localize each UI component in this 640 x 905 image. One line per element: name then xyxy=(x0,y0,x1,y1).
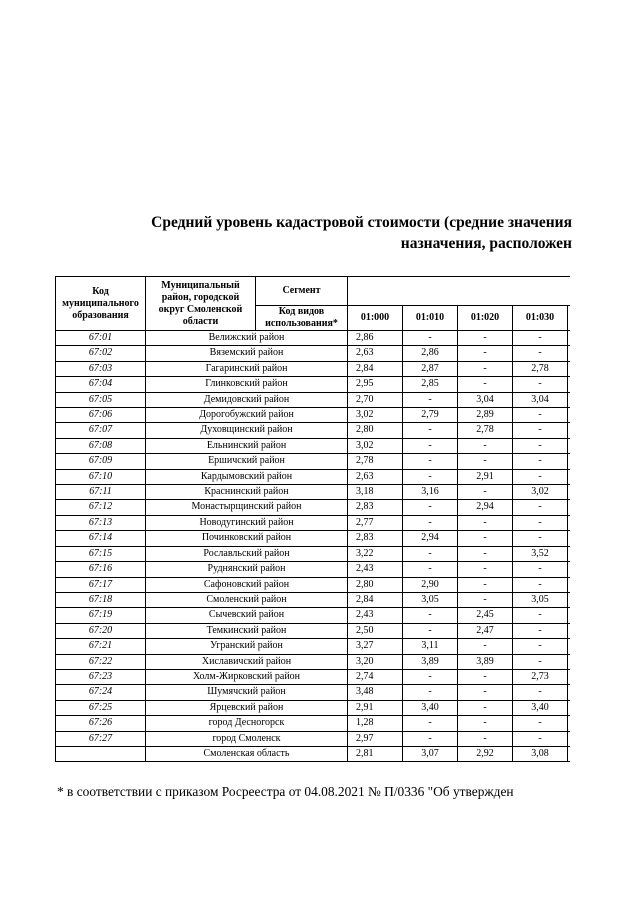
table-row xyxy=(56,577,571,592)
table-viewport xyxy=(55,276,570,766)
cell-district-name: Велижский район xyxy=(146,331,348,346)
cell-value: 2,78 xyxy=(458,423,513,438)
cell-value: - xyxy=(403,562,458,577)
cell-value: - xyxy=(458,331,513,346)
cell-value: - xyxy=(458,515,513,530)
cell-district-name: Руднянский район xyxy=(146,562,348,577)
cell-value: 3,08 xyxy=(513,746,568,761)
cell-code: 67:22 xyxy=(56,654,146,669)
cell-code: 67:01 xyxy=(56,331,146,346)
cell-value: - xyxy=(513,577,568,592)
cell-value: 2,92 xyxy=(458,746,513,761)
cell-code xyxy=(56,746,146,761)
cell-next-column xyxy=(568,577,571,592)
cell-value: 3,11 xyxy=(403,639,458,654)
table-row xyxy=(56,639,571,654)
table-row xyxy=(56,377,571,392)
table-body xyxy=(56,331,571,762)
cell-value: - xyxy=(403,608,458,623)
table-row xyxy=(56,562,571,577)
table-row xyxy=(56,361,571,376)
table-row xyxy=(56,531,571,546)
table-row xyxy=(56,685,571,700)
cell-next-column xyxy=(568,500,571,515)
cell-value: - xyxy=(403,731,458,746)
cell-value: 2,47 xyxy=(458,623,513,638)
cell-value: - xyxy=(403,331,458,346)
cell-next-column xyxy=(568,469,571,484)
cell-value: - xyxy=(458,639,513,654)
table-row xyxy=(56,716,571,731)
cell-value: 3,02 xyxy=(348,408,403,423)
footnote: * в соответствии с приказом Росреестра от 04.08.2021 № П/0336 "Об утвержден xyxy=(57,784,514,799)
cell-district-name: Демидовский район xyxy=(146,392,348,407)
cell-value: 3,02 xyxy=(513,485,568,500)
table-row xyxy=(56,731,571,746)
cell-value: 2,81 xyxy=(348,746,403,761)
cell-district-name: город Смоленск xyxy=(146,731,348,746)
cell-next-column xyxy=(568,408,571,423)
cell-next-column xyxy=(568,485,571,500)
cell-code: 67:02 xyxy=(56,346,146,361)
cell-value: - xyxy=(458,346,513,361)
cell-value: 2,84 xyxy=(348,592,403,607)
cell-next-column xyxy=(568,669,571,684)
cell-code: 67:04 xyxy=(56,377,146,392)
cell-value: 3,16 xyxy=(403,485,458,500)
cell-value: 3,18 xyxy=(348,485,403,500)
cell-value: 2,80 xyxy=(348,577,403,592)
table-row xyxy=(56,700,571,715)
cell-value: - xyxy=(458,562,513,577)
cell-value: 2,91 xyxy=(458,469,513,484)
table-row xyxy=(56,408,571,423)
cell-value: - xyxy=(458,438,513,453)
cell-next-column xyxy=(568,346,571,361)
cell-value: - xyxy=(458,592,513,607)
cell-value: 2,77 xyxy=(348,515,403,530)
cell-value: 2,63 xyxy=(348,346,403,361)
cell-value: - xyxy=(513,623,568,638)
cell-value: 2,79 xyxy=(403,408,458,423)
cell-value: - xyxy=(403,454,458,469)
cell-district-name: Монастырщинский район xyxy=(146,500,348,515)
cell-value: - xyxy=(458,700,513,715)
cell-code: 67:18 xyxy=(56,592,146,607)
cell-value: - xyxy=(403,423,458,438)
cell-value: 2,50 xyxy=(348,623,403,638)
cell-value: 2,97 xyxy=(348,731,403,746)
cell-value: - xyxy=(403,392,458,407)
cell-value: - xyxy=(513,515,568,530)
cell-code: 67:26 xyxy=(56,716,146,731)
cell-value: - xyxy=(403,716,458,731)
cell-district-name: город Десногорск xyxy=(146,716,348,731)
cell-value: 2,80 xyxy=(348,423,403,438)
cell-value: 3,89 xyxy=(403,654,458,669)
header-col-01020: 01:020 xyxy=(458,306,513,331)
cell-district-name: Холм-Жирковский район xyxy=(146,669,348,684)
cell-value: - xyxy=(458,546,513,561)
cell-next-column xyxy=(568,454,571,469)
cell-value: - xyxy=(513,331,568,346)
cell-value: 2,70 xyxy=(348,392,403,407)
header-district: Муниципальный район, городской округ Смоленской области xyxy=(146,277,256,331)
cell-district-name: Вяземский район xyxy=(146,346,348,361)
header-usage-code: Код видов использования* xyxy=(256,306,348,331)
table-row xyxy=(56,515,571,530)
cell-district-name: Ельнинский район xyxy=(146,438,348,453)
document-title-line-2: назначения, расположен xyxy=(400,235,572,252)
cell-value: 3,02 xyxy=(348,438,403,453)
cell-value: - xyxy=(403,546,458,561)
cell-next-column xyxy=(568,731,571,746)
cell-value: 3,04 xyxy=(458,392,513,407)
cell-value: - xyxy=(458,454,513,469)
cell-next-column xyxy=(568,331,571,346)
cell-code: 67:05 xyxy=(56,392,146,407)
cell-district-name: Дорогобужский район xyxy=(146,408,348,423)
cell-value: 3,07 xyxy=(403,746,458,761)
cell-next-column xyxy=(568,546,571,561)
cell-value: - xyxy=(403,515,458,530)
cell-value: 2,85 xyxy=(403,377,458,392)
cell-value: 2,89 xyxy=(458,408,513,423)
table-row xyxy=(56,469,571,484)
table-row xyxy=(56,654,571,669)
cell-district-name: Кардымовский район xyxy=(146,469,348,484)
header-segment: Сегмент xyxy=(256,277,348,306)
cell-value: - xyxy=(513,685,568,700)
cell-value: 2,83 xyxy=(348,500,403,515)
cell-value: 3,05 xyxy=(403,592,458,607)
table-row xyxy=(56,608,571,623)
cell-district-name: Смоленский район xyxy=(146,592,348,607)
cell-value: 3,89 xyxy=(458,654,513,669)
cell-code: 67:16 xyxy=(56,562,146,577)
cell-value: 2,94 xyxy=(458,500,513,515)
cell-code: 67:11 xyxy=(56,485,146,500)
cell-value: - xyxy=(513,346,568,361)
cell-next-column xyxy=(568,392,571,407)
cell-value: 3,40 xyxy=(513,700,568,715)
cell-value: 2,78 xyxy=(348,454,403,469)
cell-next-column xyxy=(568,654,571,669)
table-row xyxy=(56,592,571,607)
cell-value: 3,04 xyxy=(513,392,568,407)
cell-value: 2,87 xyxy=(403,361,458,376)
cell-next-column xyxy=(568,623,571,638)
cell-district-name: Духовщинский район xyxy=(146,423,348,438)
cell-value: 2,86 xyxy=(403,346,458,361)
cell-next-column xyxy=(568,361,571,376)
cell-district-name: Шумячский район xyxy=(146,685,348,700)
table-row xyxy=(56,331,571,346)
cell-value: 3,27 xyxy=(348,639,403,654)
table-row xyxy=(56,392,571,407)
cell-district-name: Новодугинский район xyxy=(146,515,348,530)
table-row xyxy=(56,746,571,761)
cell-value: - xyxy=(513,654,568,669)
cell-value: - xyxy=(513,469,568,484)
cell-value: 2,74 xyxy=(348,669,403,684)
cell-district-name: Краснинский район xyxy=(146,485,348,500)
cell-next-column xyxy=(568,438,571,453)
cell-value: 3,52 xyxy=(513,546,568,561)
cell-value: - xyxy=(513,562,568,577)
cell-next-column xyxy=(568,377,571,392)
cell-code: 67:20 xyxy=(56,623,146,638)
cell-value: - xyxy=(513,423,568,438)
cell-code: 67:23 xyxy=(56,669,146,684)
cell-value: - xyxy=(513,408,568,423)
cell-value: - xyxy=(403,469,458,484)
cell-district-name: Сычевский район xyxy=(146,608,348,623)
cell-value: 2,63 xyxy=(348,469,403,484)
cell-code: 67:17 xyxy=(56,577,146,592)
cell-value: - xyxy=(513,731,568,746)
cell-value: - xyxy=(403,685,458,700)
cell-value: - xyxy=(458,377,513,392)
cell-value: - xyxy=(403,669,458,684)
cell-code: 67:12 xyxy=(56,500,146,515)
cell-code: 67:03 xyxy=(56,361,146,376)
cell-value: - xyxy=(513,500,568,515)
cell-next-column xyxy=(568,423,571,438)
cell-value: - xyxy=(458,485,513,500)
cell-value: 2,91 xyxy=(348,700,403,715)
cell-value: - xyxy=(458,731,513,746)
cell-district-name: Ершичский район xyxy=(146,454,348,469)
cell-value: - xyxy=(513,716,568,731)
cell-value: 2,94 xyxy=(403,531,458,546)
cell-value: 2,43 xyxy=(348,608,403,623)
cell-value: 2,90 xyxy=(403,577,458,592)
cell-value: - xyxy=(458,716,513,731)
cell-code: 67:10 xyxy=(56,469,146,484)
cell-value: - xyxy=(513,639,568,654)
cell-value: 2,43 xyxy=(348,562,403,577)
cell-next-column xyxy=(568,746,571,761)
cell-district-name: Хиславичский район xyxy=(146,654,348,669)
table-row xyxy=(56,669,571,684)
cell-district-name: Ярцевский район xyxy=(146,700,348,715)
cell-value: - xyxy=(458,531,513,546)
header-col-01010: 01:010 xyxy=(403,306,458,331)
cell-code: 67:24 xyxy=(56,685,146,700)
header-code: Код муниципального образования xyxy=(56,277,146,331)
document-title-line-1: Средний уровень кадастровой стоимости (средние значения xyxy=(151,214,572,231)
cell-next-column xyxy=(568,608,571,623)
table-row xyxy=(56,423,571,438)
cell-value: 1,28 xyxy=(348,716,403,731)
cell-code: 67:09 xyxy=(56,454,146,469)
cell-value: 3,05 xyxy=(513,592,568,607)
cell-next-column xyxy=(568,515,571,530)
header-col-01030: 01:030 xyxy=(513,306,568,331)
table-row xyxy=(56,346,571,361)
cell-next-column xyxy=(568,639,571,654)
table-row xyxy=(56,623,571,638)
cell-next-column xyxy=(568,700,571,715)
cell-next-column xyxy=(568,531,571,546)
table-row xyxy=(56,454,571,469)
cell-code: 67:19 xyxy=(56,608,146,623)
cell-value: - xyxy=(458,669,513,684)
table-row xyxy=(56,485,571,500)
cell-next-column xyxy=(568,685,571,700)
cell-district-name: Сафоновский район xyxy=(146,577,348,592)
cell-next-column xyxy=(568,592,571,607)
cell-next-column xyxy=(568,562,571,577)
header-col-01000: 01:000 xyxy=(348,306,403,331)
cell-next-column xyxy=(568,716,571,731)
cell-value: 2,73 xyxy=(513,669,568,684)
cell-code: 67:08 xyxy=(56,438,146,453)
cadastral-value-table xyxy=(55,276,570,762)
cell-value: - xyxy=(513,454,568,469)
cell-code: 67:25 xyxy=(56,700,146,715)
cell-value: 2,45 xyxy=(458,608,513,623)
table-row xyxy=(56,500,571,515)
table-row xyxy=(56,546,571,561)
cell-district-name: Починковский район xyxy=(146,531,348,546)
cell-value: - xyxy=(513,438,568,453)
cell-value: - xyxy=(403,438,458,453)
cell-code: 67:15 xyxy=(56,546,146,561)
cell-code: 67:27 xyxy=(56,731,146,746)
cell-code: 67:06 xyxy=(56,408,146,423)
cell-value: - xyxy=(403,623,458,638)
cell-district-name: Рославльский район xyxy=(146,546,348,561)
cell-value: - xyxy=(513,608,568,623)
cell-value: - xyxy=(403,500,458,515)
cell-value: - xyxy=(513,377,568,392)
cell-value: 3,40 xyxy=(403,700,458,715)
cell-code: 67:13 xyxy=(56,515,146,530)
cell-value: - xyxy=(458,361,513,376)
cell-value: 2,78 xyxy=(513,361,568,376)
cell-code: 67:14 xyxy=(56,531,146,546)
cell-value: 3,20 xyxy=(348,654,403,669)
cell-value: 3,48 xyxy=(348,685,403,700)
cell-value: 2,83 xyxy=(348,531,403,546)
cell-value: - xyxy=(458,577,513,592)
cell-district-name: Смоленская область xyxy=(146,746,348,761)
cell-district-name: Темкинский район xyxy=(146,623,348,638)
header-col-next xyxy=(568,306,571,331)
table-row xyxy=(56,438,571,453)
cell-district-name: Гагаринский район xyxy=(146,361,348,376)
cell-value: 2,84 xyxy=(348,361,403,376)
cell-district-name: Глинковский район xyxy=(146,377,348,392)
cell-code: 67:07 xyxy=(56,423,146,438)
header-segment-values xyxy=(348,277,571,306)
cell-value: - xyxy=(513,531,568,546)
cell-value: 2,86 xyxy=(348,331,403,346)
cell-district-name: Угранский район xyxy=(146,639,348,654)
cell-value: - xyxy=(458,685,513,700)
cell-value: 3,22 xyxy=(348,546,403,561)
cell-code: 67:21 xyxy=(56,639,146,654)
cell-value: 2,95 xyxy=(348,377,403,392)
